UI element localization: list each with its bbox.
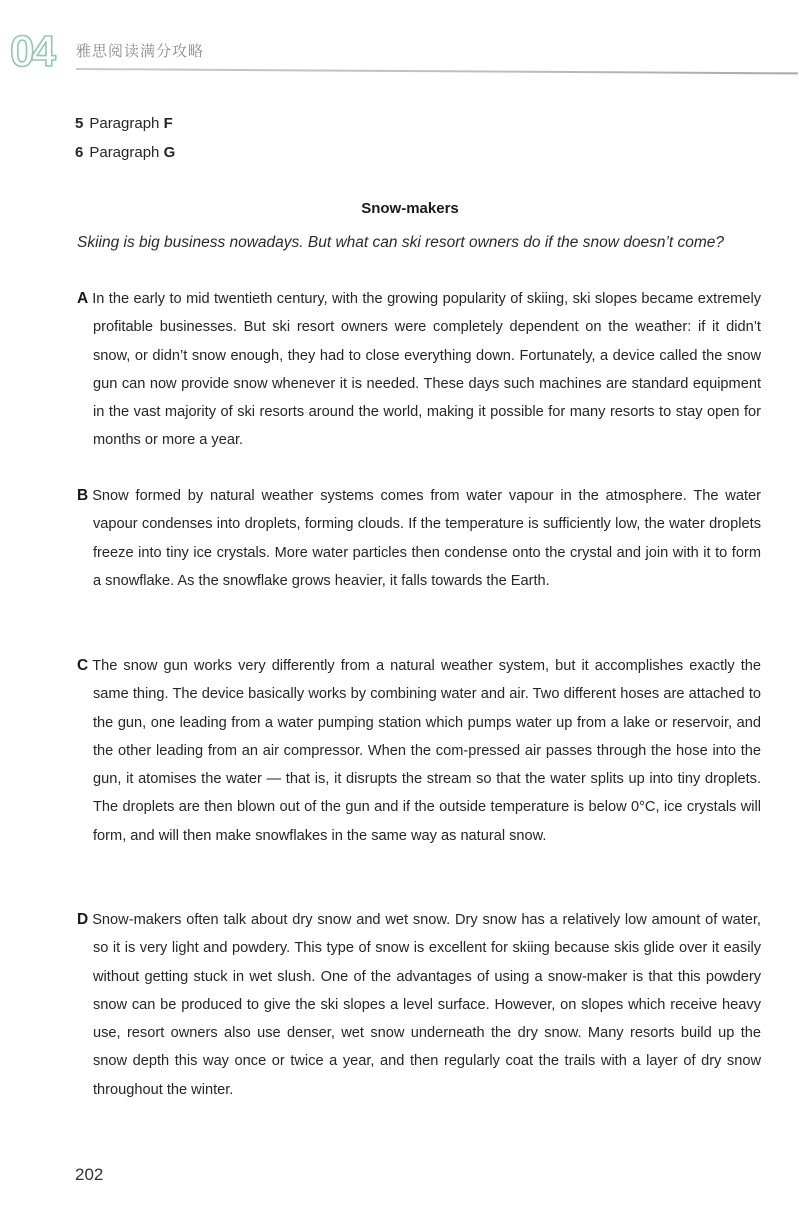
question-letter: G: [163, 144, 176, 161]
article-title: Snow-makers: [361, 200, 459, 217]
question-label: Paragraph: [89, 115, 160, 132]
paragraph-d: [77, 906, 761, 1104]
article-intro: Skiing is big business nowadays. But what can ski resort owners do if the snow doesn’t come?: [77, 234, 725, 251]
question-label: Paragraph: [89, 144, 160, 161]
question-letter: F: [163, 115, 173, 132]
paragraph-text: In the early to mid twentieth century, with the growing popularity of skiing, ski slopes became extremely profitable businesses. But ski resort owners were completely dependent on the weather: if it didn’t snow, or didn’t snow enough, they had to close everything down. Fortunately, a device called the snow gun can now provide snow whenever it is needed. These days such machines are standard equipment in the vast majority of ski resorts around the world, making it possible for many resorts to stay open for months or more a year.: [92, 291, 761, 449]
paragraph-text: The snow gun works very differently from a natural weather system, but it accomplishes exactly the same thing. The device basically works by combining water and air. Two different hoses are attached to the gun, one leading from a water pumping station which pumps water up from a lake or reservoir, and the other leading from an air compressor. When the com-pressed air passes through the hose into the gun, it atomises the water — that is, it disrupts the stream so that the water splits up into tiny droplets. The droplets are then blown out of the gun and if the outside temperature is below 0°C, ice crystals will form, and will then make snowflakes in the same way as natural snow.: [92, 658, 761, 844]
paragraph-letter: B: [77, 487, 89, 504]
question-item: [75, 112, 175, 141]
paragraph-letter: A: [77, 290, 89, 307]
paragraph-c: [77, 652, 761, 850]
chapter-number: 04: [10, 27, 53, 76]
question-number: 6: [75, 144, 84, 161]
header-divider: [76, 68, 798, 74]
paragraph-b: [77, 482, 761, 595]
question-item: [75, 141, 175, 170]
book-title: 雅思阅读满分攻略: [76, 42, 205, 60]
paragraph-letter: D: [77, 911, 89, 928]
paragraph-text: Snow-makers often talk about dry snow and wet snow. Dry snow has a relatively low amount of water, so it is very light and powdery. This type of snow is excellent for skiing because skis glide over it easily without getting stuck in wet slush. One of the advantages of using a snow-maker is that this powdery snow can be produced to give the ski slopes a level surface. However, on slopes which receive heavy use, resort owners also use denser, wet snow underneath the dry snow. Many resorts build up the snow depth this way once or twice a year, and then regularly coat the trails with a layer of dry snow throughout the winter.: [92, 912, 761, 1098]
page-number: 202: [75, 1165, 104, 1184]
question-list: [75, 112, 175, 170]
paragraph-a: [77, 285, 761, 455]
question-number: 5: [75, 115, 84, 132]
paragraph-letter: C: [77, 657, 89, 674]
page-header: [0, 28, 799, 78]
paragraph-text: Snow formed by natural weather systems comes from water vapour in the atmosphere. The water vapour condenses into droplets, forming clouds. If the temperature is sufficiently low, the water droplets freeze into tiny ice crystals. More water particles then condense onto the crystal and join with it to form a snowflake. As the snowflake grows heavier, it falls towards the Earth.: [92, 488, 761, 589]
